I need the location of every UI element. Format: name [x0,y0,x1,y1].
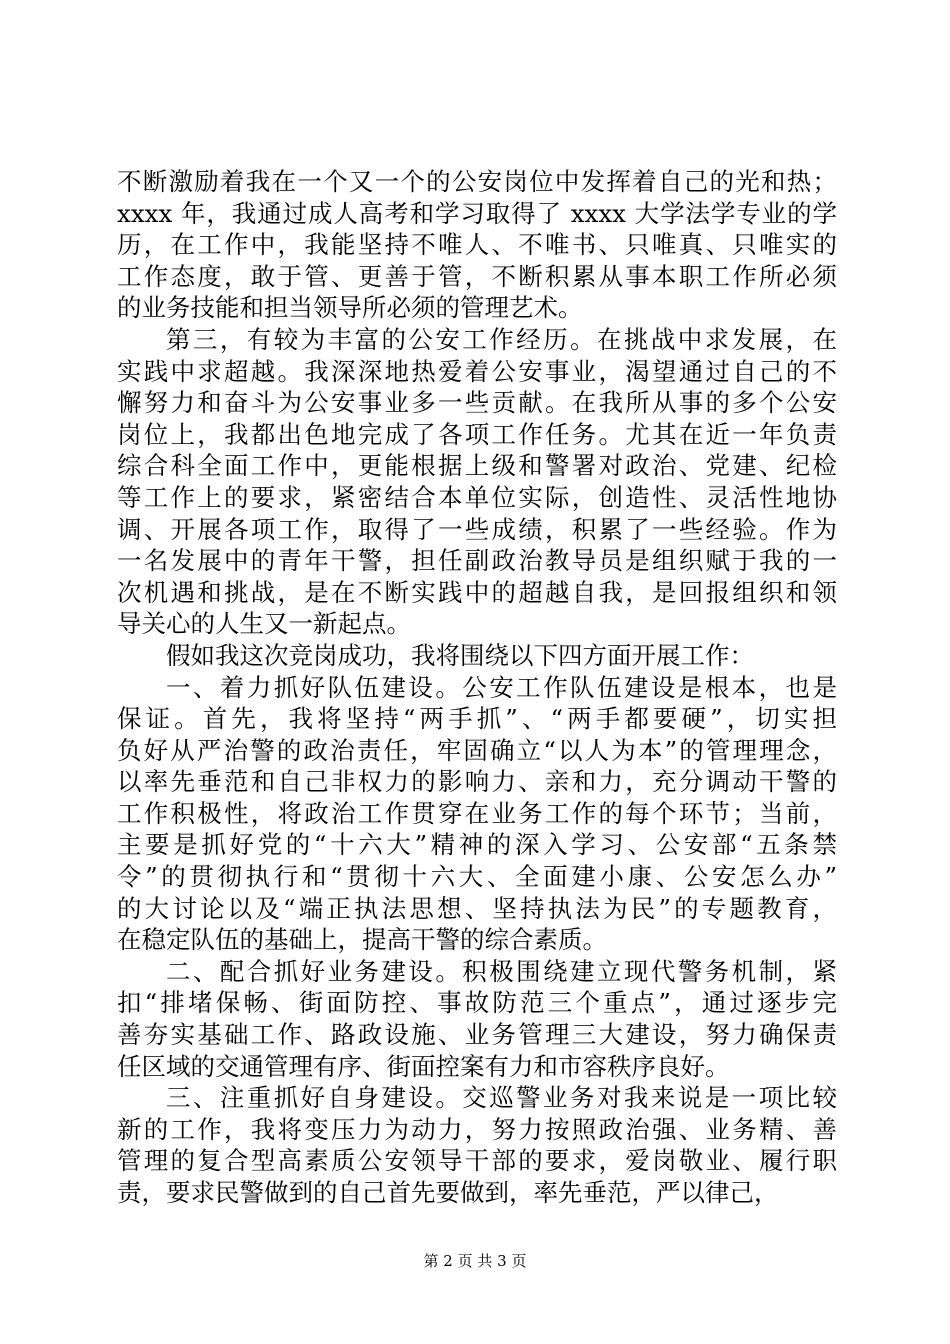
para-third-experience [117,324,837,640]
text-line: 令”的贯彻执行和“贯彻十六大、全面建小康、公安怎么办” [117,862,837,892]
text-line: 二、配合抓好业务建设。积极围绕建立现代警务机制，紧 [166,956,837,986]
text-line: 第三，有较为丰富的公安工作经历。在挑战中求发展，在 [166,324,837,354]
page-footer: 第 2 页 共 3 页 [423,1252,527,1270]
text-line: 在稳定队伍的基础上，提高干警的综合素质。 [117,925,607,955]
text-line: 一名发展中的青年干警，担任副政治教导员是组织赋于我的一 [117,546,837,576]
text-line: 次机遇和挑战，是在不断实践中的超越自我，是回报组织和领 [117,577,837,607]
text-line: 责，要求民警做到的自己首先要做到，率先垂范，严以律己， [117,1178,779,1207]
text-line: 工作积极性，将政治工作贯穿在业务工作的每个环节；当前， [117,798,837,828]
text-line: 善夯实基础工作、路政设施、业务管理三大建设，努力确保责 [117,1020,837,1050]
text-line: xxxx 年，我通过成人高考和学习取得了 xxxx 大学法学专业的学 [117,198,837,228]
text-line: 以率先垂范和自己非权力的影响力、亲和力，充分调动干警的 [117,767,837,797]
text-line: 管理的复合型高素质公安领导干部的要求，爱岗敬业、履行职 [117,1146,837,1176]
text-line: 三、注重抓好自身建设。交巡警业务对我来说是一项比较 [166,1083,837,1113]
text-line: 保证。首先，我将坚持“两手抓”、“两手都要硬”，切实担 [117,704,837,734]
text-line: 的业务技能和担当领导所必须的管理艺术。 [117,293,583,323]
text-line: 实践中求超越。我深深地热爱着公安事业，渴望通过自己的不 [117,356,837,386]
para-team-building [117,672,837,956]
document-body [117,166,837,1209]
text-line: 等工作上的要求，紧密结合本单位实际，创造性、灵活性地协 [117,482,837,512]
para-plan-intro [117,640,837,672]
text-line: 综合科全面工作中，更能根据上级和警署对政治、党建、纪检 [117,451,837,481]
text-line: 岗位上，我都出色地完成了各项工作任务。尤其在近一年负责 [117,419,837,449]
text-line: 新的工作，我将变压力为动力，努力按照政治强、业务精、善 [117,1114,837,1144]
text-line: 主要是抓好党的“十六大”精神的深入学习、公安部“五条禁 [117,830,837,860]
text-line: 导关心的人生又一新起点。 [117,609,411,639]
para-business-building [117,956,837,1082]
text-line: 工作态度，敢于管、更善于管，不断积累从事本职工作所必须 [117,261,837,291]
text-line: 历，在工作中，我能坚持不唯人、不唯书、只唯真、只唯实的 [117,230,837,260]
text-line: 调、开展各项工作，取得了一些成绩，积累了一些经验。作为 [117,514,837,544]
text-line: 一、着力抓好队伍建设。公安工作队伍建设是根本，也是 [166,672,837,702]
para-continuation [117,166,837,324]
text-line: 假如我这次竞岗成功，我将围绕以下四方面开展工作： [166,640,754,670]
text-line: 扣“排堵保畅、街面防控、事故防范三个重点”，通过逐步完 [117,988,837,1018]
para-self-building [117,1082,837,1208]
text-line: 的大讨论以及“端正执法思想、坚持执法为民”的专题教育， [117,893,837,923]
text-line: 懈努力和奋斗为公安事业多一些贡献。在我所从事的多个公安 [117,388,837,418]
text-line: 不断激励着我在一个又一个的公安岗位中发挥着自己的光和热； [117,167,837,196]
text-line: 任区域的交通管理有序、街面控案有力和市容秩序良好。 [117,1051,730,1081]
text-line: 负好从严治警的政治责任，牢固确立“以人为本”的管理理念， [117,735,837,765]
